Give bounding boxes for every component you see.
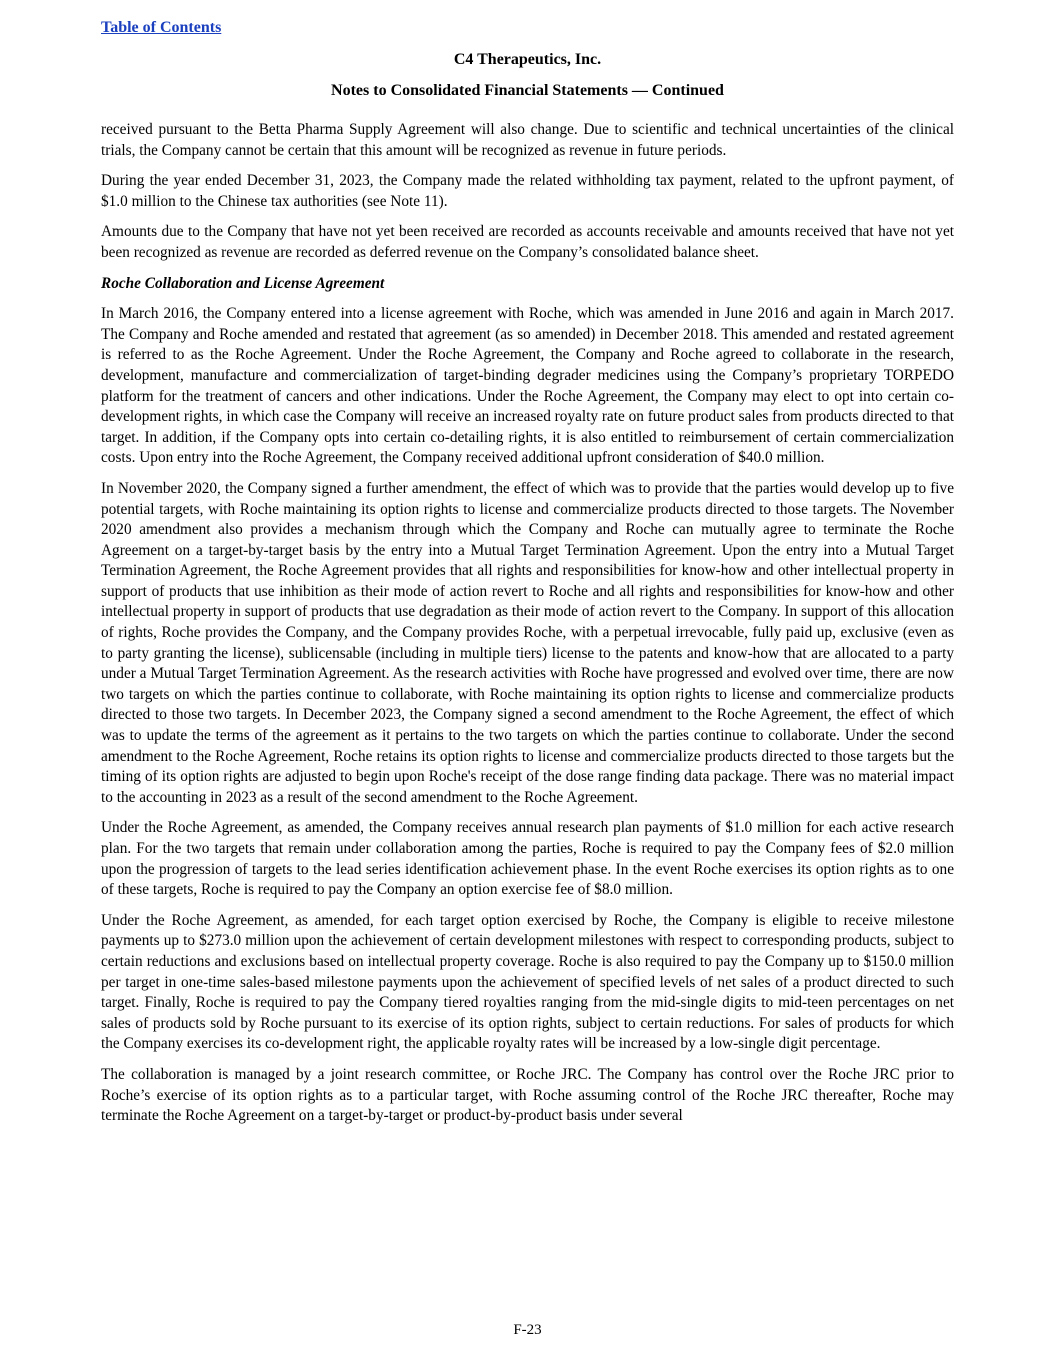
paragraph-3: Amounts due to the Company that have not yet been received are recorded as accounts receivable and amounts received that have not yet been recognized as revenue are recorded as deferred revenue on the Company’s consolidated balance sheet. [101,223,954,261]
paragraph-6: Under the Roche Agreement, as amended, the Company receives annual research plan payments of $1.0 million for each active research plan. For the two targets that remain under collaboration among the parties, Roche is required to pay the Company fees of $2.0 million upon the progression of targets to the lead series identification achievement phase. In the event Roche exercises its option rights as to one of these targets, Roche is required to pay the Company an option exercise fee of $8.0 million. [101,819,954,899]
paragraph-1: received pursuant to the Betta Pharma Supply Agreement will also change. Due to scientific and technical uncertainties of the clinical trials, the Company cannot be certain that this amount will be recognized as revenue in future periods. [101,121,954,159]
company-name: C4 Therapeutics, Inc. [453,51,602,68]
table-of-contents-link[interactable]: Table of Contents [101,19,222,36]
body-text [101,120,954,1137]
paragraph-8: The collaboration is managed by a joint research committee, or Roche JRC. The Company has control over the Roche JRC prior to Roche’s exercise of its option rights as to a particular target, with Roche assuming control of the Roche JRC thereafter, Roche may terminate the Roche Agreement on a target-by-target or product-by-product basis under several [101,1065,954,1125]
page-number: F-23 [513,1322,542,1338]
paragraph-5: In November 2020, the Company signed a further amendment, the effect of which was to provide that the parties would develop up to five potential targets, with Roche maintaining its option rights to license and commercialize products directed to those targets. The November 2020 amendment also provides a mechanism through which the Company and Roche can mutually agree to terminate the Roche Agreement on a target-by-target basis by the entry into a Mutual Target Termination Agreement. Upon the entry into a Mutual Target Termination Agreement, the Roche Agreement provides that all rights and responsibilities for know-how and other intellectual property in support of products that use inhibition as their mode of action revert to Roche and all rights and responsibilities for know-how and other intellectual property in support of products that use degradation as their mode of action revert to the Company. In support of this allocation of rights, Roche provides the Company, and the Company provides Roche, with a perpetual irrevocable, fully paid up, exclusive (even as to party granting the license), sublicensable (including in multiple tiers) license to the patents and know-how that are allocated to a party under a Mutual Target Termination Agreement. As the research activities with Roche have progressed and evolved over time, there are now two targets on which the parties continue to collaborate, with Roche maintaining its option rights to license and commercialize products directed to those two targets. In December 2023, the Company signed a second amendment to the Roche Agreement, the effect of which was to update the terms of the agreement as it pertains to the two targets on which the parties continue to collaborate. Under the second amendment to the Roche Agreement, Roche retains its option rights to license and commercialize products directed to those targets but the timing of its option rights are adjusted to begin upon Roche's receipt of the dose range finding data package. There was no material impact to the accounting in 2023 as a result of the second amendment to the Roche Agreement. [101,479,954,806]
paragraph-4: In March 2016, the Company entered into a license agreement with Roche, which was amended in June 2016 and again in March 2017. The Company and Roche amended and restated that agreement (as so amended) in December 2018. This amended and restated agreement is referred to as the Roche Agreement. Under the Roche Agreement, the Company and Roche agreed to collaborate in the research, development, manufacture and commercialization of target-binding degrader medicines using the Company’s proprietary TORPEDO platform for the treatment of cancers and other indications. Under the Roche Agreement, the Company may elect to opt into certain co-development rights, in which case the Company will receive an increased royalty rate on future product sales from products directed to that target. In addition, if the Company opts into certain co-detailing rights, it is also entitled to reimbursement of certain commercialization costs. Upon entry into the Roche Agreement, the Company received additional upfront consideration of $40.0 million. [101,305,954,467]
section-heading: Roche Collaboration and License Agreement [101,274,385,292]
paragraph-2: During the year ended December 31, 2023, the Company made the related withholding tax payment, related to the upfront payment, of $1.0 million to the Chinese tax authorities (see Note 11). [101,172,954,210]
paragraph-7: Under the Roche Agreement, as amended, for each target option exercised by Roche, the Company is eligible to receive milestone payments up to $273.0 million upon the achievement of certain development milestones with respect to corresponding products, subject to certain reductions and exclusions based on intellectual property coverage. Roche is also required to pay the Company up to $150.0 million per target in one-time sales-based milestone payments upon the achievement of specified levels of net sales of a product directed to such target. Finally, Roche is required to pay the Company tiered royalties ranging from the mid-single digits to mid-teen percentages on net sales of products sold by Roche pursuant to its exercise of its option rights, subject to certain reductions. For sales of products for which the Company exercises its co-development right, the applicable royalty rates will be increased by a low-single digit percentage. [101,911,954,1053]
section-subtitle: Notes to Consolidated Financial Statements — Continued [331,82,724,99]
